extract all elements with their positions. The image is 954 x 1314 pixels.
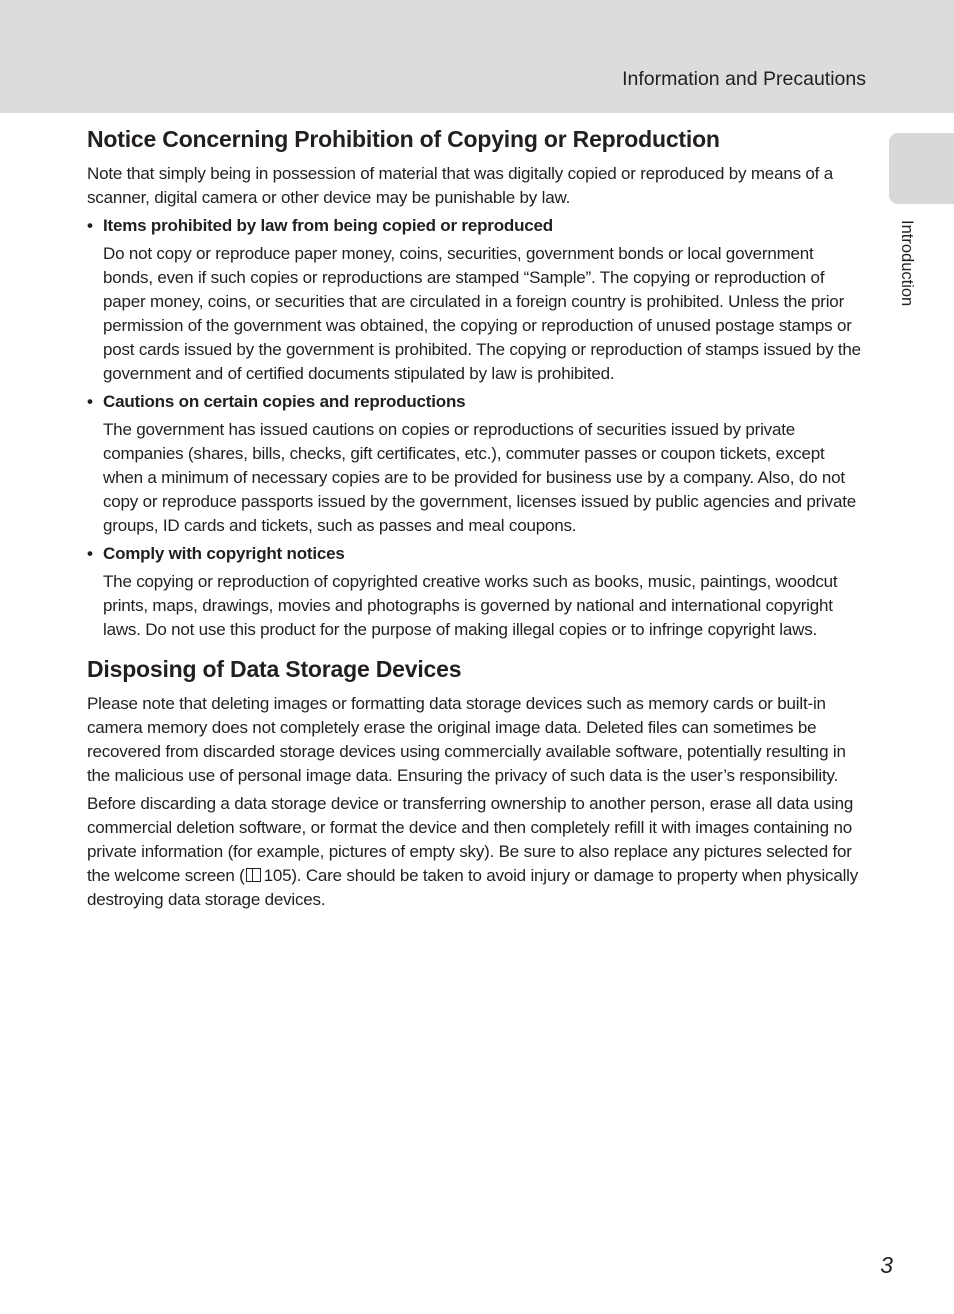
list-item-body: The government has issued cautions on copies or reproductions of securities issued by private companies (shares, bills, checks, gift certificates, etc.), commuter passes or coupon tickets, except when a minimum of necessary copies are to be provided for business use by a company. Also, do not copy or reproduce passports issued by the government, licenses issued by public agencies and private groups, ID cards and tickets, such as passes and meal coupons. (103, 420, 856, 535)
prohibition-list (87, 214, 865, 642)
page-content (87, 124, 865, 916)
list-item-title (87, 542, 865, 566)
list-item-title (87, 214, 865, 238)
bullet-icon: • (87, 544, 93, 563)
list-item-title-text: Items prohibited by law from being copied or reproduced (103, 216, 553, 235)
list-item (87, 214, 865, 386)
section-intro: Note that simply being in possession of material that was digitally copied or reproduced by means of a scanner, digital camera or other device may be punishable by law. (87, 164, 833, 207)
bullet-icon: • (87, 392, 93, 411)
page-reference[interactable]: 105 (263, 866, 292, 885)
header-band (0, 0, 954, 113)
paragraph-text: ). Care should be taken to avoid injury or damage to property when physically destroying data storage devices. (87, 866, 859, 909)
list-item-title-text: Comply with copyright notices (103, 544, 345, 563)
list-item-body: Do not copy or reproduce paper money, coins, securities, government bonds or local government bonds, even if such copies or reproductions are stamped “Sample”. The copying or reproduction of paper money, coins, or securities that are circulated in a foreign country is prohibited. Unless the prior permission of the government was obtained, the copying or reproduction of unused postage stamps or post cards issued by the government is prohibited. The copying or reproduction of stamps issued by the government and of certified documents stipulated by law is prohibited. (103, 244, 861, 383)
paragraph-text: Before discarding a data storage device or transferring ownership to another person, erase all data using commercial deletion software, or format the device and then completely refill it with images containing no private information (for example, pictures of empty sky). Be sure to also replace any pictures selected for the welcome screen ( (87, 794, 854, 885)
list-item-body: The copying or reproduction of copyrighted creative works such as books, music, paintings, woodcut prints, maps, drawings, movies and photographs is governed by national and international copyright laws. Do not use this product for the purpose of making illegal copies or to infringe copyright laws. (103, 572, 838, 639)
disposal-paragraph-2 (87, 792, 865, 912)
list-item (87, 542, 865, 642)
list-item (87, 390, 865, 538)
section-tab (889, 133, 954, 204)
section-tab-label: Introduction (898, 220, 916, 307)
disposal-paragraph-1: Please note that deleting images or formatting data storage devices such as memory cards or built-in camera memory does not completely erase the original image data. Deleted files can sometimes be recovered from discarded storage devices using commercially available software, potentially resulting in the malicious use of personal image data. Ensuring the privacy of such data is the user’s responsibility. (87, 694, 846, 785)
list-item-title-text: Cautions on certain copies and reproductions (103, 392, 466, 411)
section-title-copying: Notice Concerning Prohibition of Copying or Reproduction (87, 126, 720, 152)
bullet-icon: • (87, 216, 93, 235)
header-title: Information and Precautions (622, 68, 866, 90)
list-item-title (87, 390, 865, 414)
book-reference-icon (246, 868, 261, 882)
page-number: 3 (880, 1252, 893, 1278)
section-title-disposing: Disposing of Data Storage Devices (87, 656, 462, 682)
